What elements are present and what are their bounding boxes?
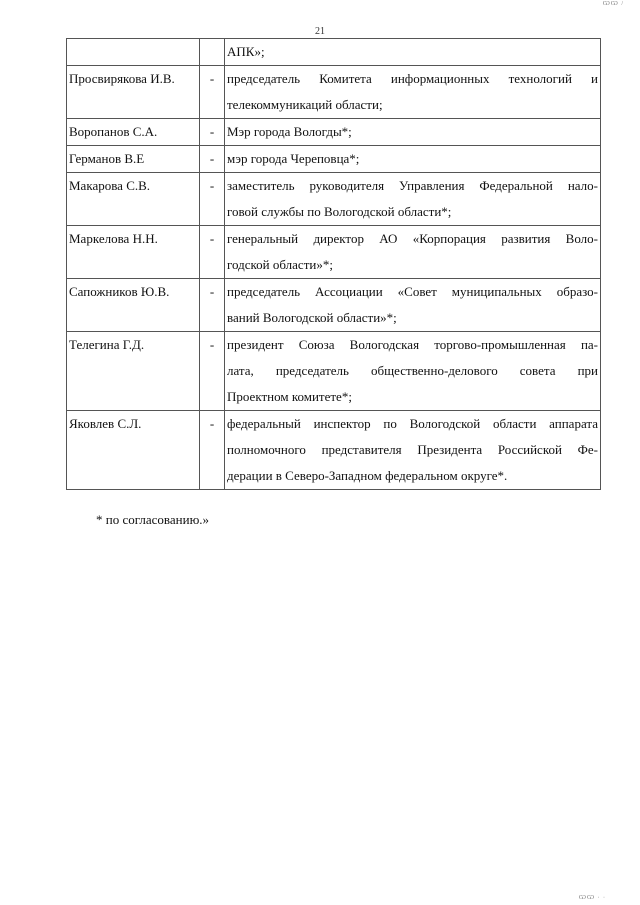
table-row xyxy=(67,226,601,279)
position-line: лата, председатель общественно-делового совета при xyxy=(227,363,598,378)
position-line: дерации в Северо-Западном федеральном округе*. xyxy=(227,468,508,483)
member-position xyxy=(225,146,601,173)
member-position xyxy=(225,411,601,490)
member-name: Германов В.Е xyxy=(67,146,200,173)
member-name: Телегина Г.Д. xyxy=(67,332,200,411)
dash-separator: - xyxy=(200,411,225,490)
position-line: годской области»*; xyxy=(227,257,333,272)
table-row xyxy=(67,66,601,119)
position-line: федеральный инспектор по Вологодской области аппарата xyxy=(227,416,598,431)
position-line: говой службы по Вологодской области*; xyxy=(227,204,452,219)
position-line: председатель Комитета информационных технологий и xyxy=(227,71,598,86)
table-row xyxy=(67,332,601,411)
member-position xyxy=(225,66,601,119)
position-line: председатель Ассоциации «Совет муниципальных образо- xyxy=(227,284,598,299)
member-name: Макарова С.В. xyxy=(67,173,200,226)
committee-members-table xyxy=(66,38,601,490)
member-position xyxy=(225,226,601,279)
table-row xyxy=(67,146,601,173)
table-row xyxy=(67,173,601,226)
dash-separator: - xyxy=(200,279,225,332)
page-number: 21 xyxy=(315,26,325,37)
position-line: телекоммуникаций области; xyxy=(227,97,383,112)
position-line: ваний Вологодской области»*; xyxy=(227,310,397,325)
member-name: Просвирякова И.В. xyxy=(67,66,200,119)
dash-separator xyxy=(200,39,225,66)
member-position xyxy=(225,39,601,66)
member-position xyxy=(225,173,601,226)
dash-separator: - xyxy=(200,226,225,279)
member-name xyxy=(67,39,200,66)
position-line: мэр города Череповца*; xyxy=(227,151,360,166)
member-name: Сапожников Ю.В. xyxy=(67,279,200,332)
member-name: Яковлев С.Л. xyxy=(67,411,200,490)
position-line: заместитель руководителя Управления Федеральной нало- xyxy=(227,178,598,193)
dash-separator: - xyxy=(200,173,225,226)
scan-mark-bottom: ѠѠ · · xyxy=(578,895,606,901)
member-name: Воропанов С.А. xyxy=(67,119,200,146)
position-line: генеральный директор АО «Корпорация развития Воло- xyxy=(227,231,598,246)
position-line: Мэр города Вологды*; xyxy=(227,124,352,139)
table-row xyxy=(67,119,601,146)
member-name: Маркелова Н.Н. xyxy=(67,226,200,279)
member-position xyxy=(225,119,601,146)
table-row xyxy=(67,279,601,332)
dash-separator: - xyxy=(200,119,225,146)
dash-separator: - xyxy=(200,332,225,411)
position-line: Проектном комитете*; xyxy=(227,389,352,404)
position-line: президент Союза Вологодская торгово-промышленная па- xyxy=(227,337,598,352)
scan-mark-top: ѠѠ / xyxy=(602,1,624,7)
table-row xyxy=(67,411,601,490)
member-position xyxy=(225,332,601,411)
dash-separator: - xyxy=(200,66,225,119)
position-line: АПК»; xyxy=(227,44,265,59)
table-row xyxy=(67,39,601,66)
dash-separator: - xyxy=(200,146,225,173)
member-position xyxy=(225,279,601,332)
position-line: полномочного представителя Президента Российской Фе- xyxy=(227,442,598,457)
footnote: * по согласованию.» xyxy=(96,512,210,527)
